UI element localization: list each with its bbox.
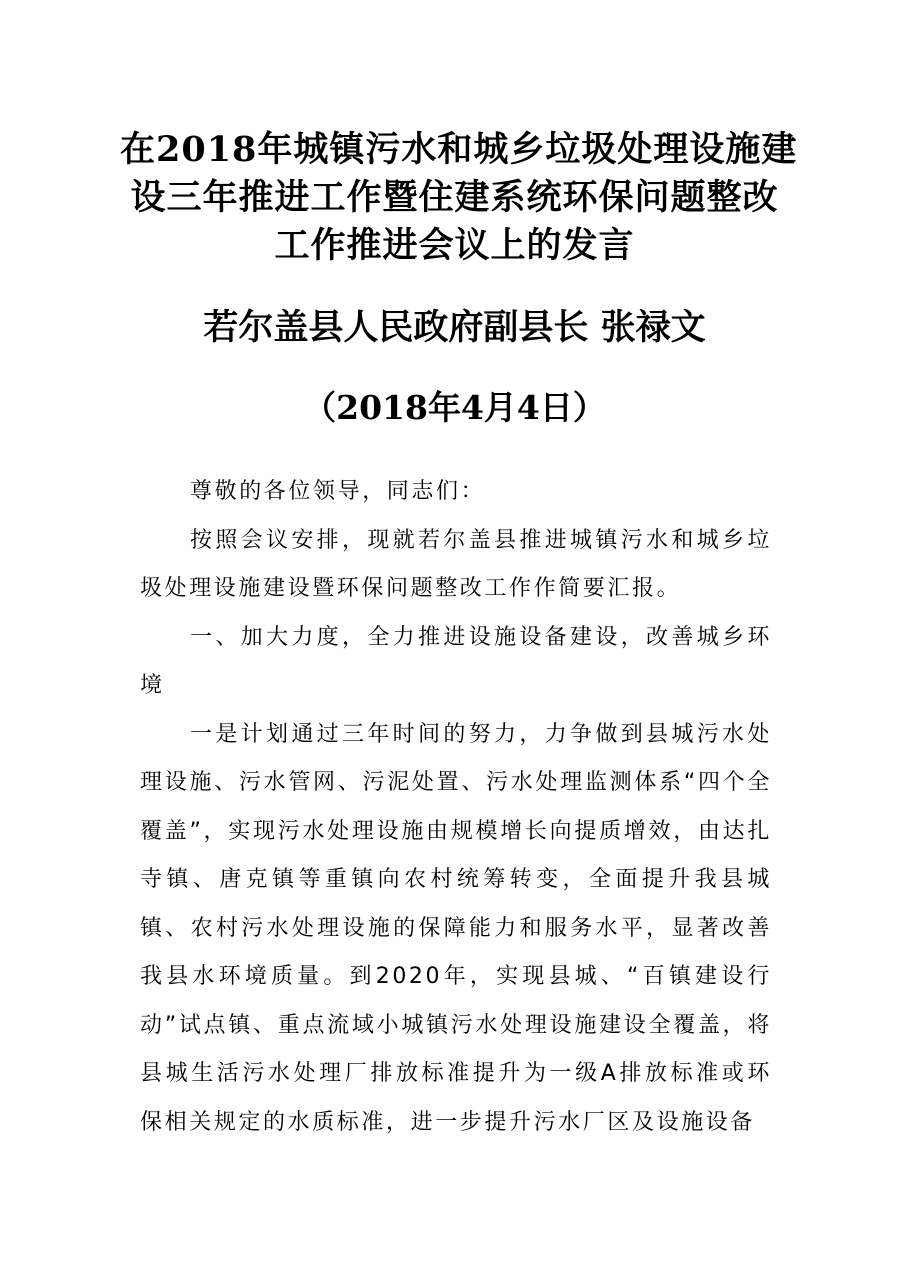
author-line: 若尔盖县人民政府副县长 张禄文 — [203, 307, 706, 348]
date-line: （2018年4月4日） — [303, 388, 606, 427]
document-body — [140, 468, 772, 1147]
body-paragraph: 一是计划通过三年时间的努力，力争做到县城污水处理设施、污水管网、污泥处置、污水处理监测体系“四个全覆盖”，实现污水处理设施由规模增长向提质增效，由达扎寺镇、唐克镇等重镇向农村统筹转变，全面提升我县城镇、农村污水处理设施的保障能力和服务水平，显著改善我县水环境质量。到2020年，实现县城、“百镇建设行动”试点镇、重点流域小城镇污水处理设施建设全覆盖，将县城生活污水处理厂排放标准提升为一级A排放标准或环保相关规定的水质标准，进一步提升污水厂区及设施设备 — [140, 721, 772, 1135]
document-title — [120, 126, 798, 270]
title-line-2: 设三年推进工作暨住建系统环保问题整改 — [130, 177, 779, 218]
intro-paragraph: 按照会议安排，现就若尔盖县推进城镇污水和城乡垃圾处理设施建设暨环保问题整改工作作简要汇报。 — [140, 527, 772, 601]
title-line-1: 在2018年城镇污水和城乡垃圾处理设施建 — [120, 129, 798, 170]
title-line-3: 工作推进会议上的发言 — [274, 225, 635, 266]
salutation-paragraph: 尊敬的各位领导，同志们： — [190, 479, 486, 504]
section-heading-1: 一、加大力度，全力推进设施设备建设，改善城乡环境 — [140, 624, 772, 698]
